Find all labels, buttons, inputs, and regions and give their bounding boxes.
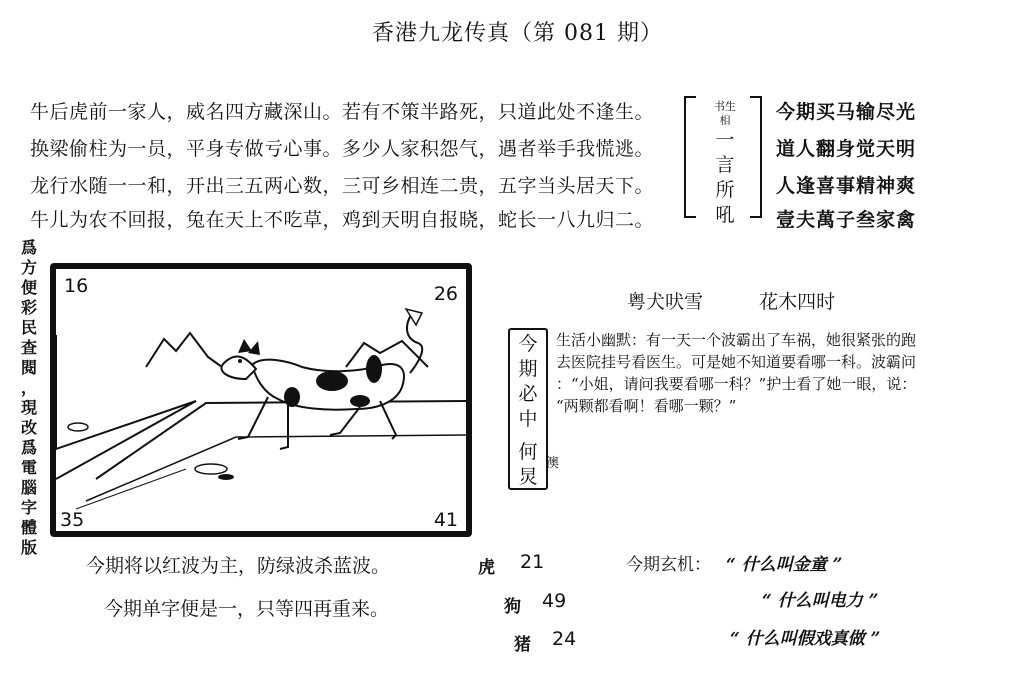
note-char: 爲 xyxy=(20,238,37,257)
number-bottom-left: 35 xyxy=(60,509,85,531)
dog-illustration xyxy=(56,269,466,531)
humor-line: 去医院挂号看医生。可是她不知道要看哪一科。波霸问 xyxy=(556,353,917,371)
must-win-box xyxy=(508,328,548,490)
dog-illustration-frame xyxy=(50,263,472,537)
zodiac-name: 狗 xyxy=(504,597,521,617)
mystery-line-3: “ 什么叫假戏真做 ” xyxy=(730,629,881,649)
right-bracket xyxy=(750,96,762,218)
single-digit-line: 今期单字便是一，只等四再重来。 xyxy=(104,598,390,620)
must-win-char: 何 xyxy=(518,441,538,463)
side-phrase-3: 人逢喜事精神爽 xyxy=(776,175,917,197)
note-char: 方 xyxy=(20,258,37,277)
one-word-box xyxy=(684,96,762,224)
zodiac-number: 49 xyxy=(542,590,567,612)
note-char: 彩 xyxy=(20,298,37,317)
page-title: 香港九龙传真（第 081 期） xyxy=(372,21,663,46)
one-word-char: 一 xyxy=(715,129,735,151)
number-bottom-right: 41 xyxy=(433,509,458,531)
note-char: 版 xyxy=(20,538,37,557)
mystery-label: 今期玄机： xyxy=(626,555,711,575)
note-char: 電 xyxy=(20,458,37,477)
mystery-line-2: “ 什么叫电力 ” xyxy=(762,591,879,611)
wave-color-line: 今期将以红波为主，防绿波杀蓝波。 xyxy=(86,555,391,577)
humor-line: ：“小姐，请问我要看哪一科？”护士看了她一眼，说： xyxy=(556,375,917,393)
note-char: 腦 xyxy=(20,478,37,497)
left-vertical-note xyxy=(18,238,40,558)
mystery-line-1: “ 什么叫金童 ” xyxy=(726,555,843,575)
one-word-char: 所 xyxy=(715,179,735,201)
note-char: 現 xyxy=(20,398,37,417)
must-win-char: 期 xyxy=(518,358,538,380)
zodiac-number: 24 xyxy=(552,628,577,650)
zodiac-name: 虎 xyxy=(478,558,495,578)
side-phrase-1: 今期买马输尽光 xyxy=(776,101,917,123)
poem-line-3: 龙行水随一一和，开出三五两心数，三可乡相连二贵，五字当头居天下。 xyxy=(30,175,655,197)
macau-label: 澳 xyxy=(546,456,560,471)
riddle-right: 花木四时 xyxy=(759,291,836,313)
side-phrase-4: 壹夫萬子叁家禽 xyxy=(776,209,917,231)
humor-line: “两颗都看啊！看哪一颗？” xyxy=(556,397,737,415)
side-phrase-2: 道人翻身觉天明 xyxy=(776,138,917,160)
note-char: 爲 xyxy=(20,438,37,457)
note-char: 體 xyxy=(20,518,37,537)
humor-line: 生活小幽默：有一天一个波霸出了车祸，她很紧张的跑 xyxy=(556,331,917,349)
note-char: 查 xyxy=(20,338,37,357)
poem-line-4: 牛儿为农不回报，兔在天上不吃草，鸡到天明自报晓，蛇长一八九归二。 xyxy=(30,209,655,231)
one-word-small: 书生相 xyxy=(714,100,736,127)
note-char: 字 xyxy=(20,498,37,517)
riddle-left: 粤犬吠雪 xyxy=(627,291,704,313)
must-win-char: 今 xyxy=(518,333,538,355)
note-char: ， xyxy=(20,378,37,397)
must-win-char: 中 xyxy=(518,408,538,430)
poem-line-1: 牛后虎前一家人，威名四方藏深山。若有不策半路死，只道此处不逢生。 xyxy=(30,101,655,123)
note-char: 改 xyxy=(20,418,37,437)
humor-paragraph xyxy=(556,329,1016,417)
number-top-right: 26 xyxy=(433,283,458,305)
one-word-text xyxy=(714,100,736,228)
number-top-left: 16 xyxy=(64,275,89,297)
poem-line-2: 换梁偷柱为一员，平身专做亏心事。多少人家积怨气，遇者举手我慌逃。 xyxy=(30,138,655,160)
must-win-char: 必 xyxy=(518,383,538,405)
one-word-char: 吼 xyxy=(715,204,735,226)
left-bracket xyxy=(684,96,696,218)
zodiac-number: 21 xyxy=(520,551,545,573)
one-word-char: 言 xyxy=(715,154,735,176)
note-char: 便 xyxy=(20,278,37,297)
note-char: 閱 xyxy=(20,358,37,377)
riddle-title xyxy=(627,287,835,314)
zodiac-name: 猪 xyxy=(514,635,531,655)
note-char: 民 xyxy=(20,318,37,337)
must-win-char: 炅 xyxy=(518,466,538,488)
must-win-text xyxy=(510,332,546,490)
